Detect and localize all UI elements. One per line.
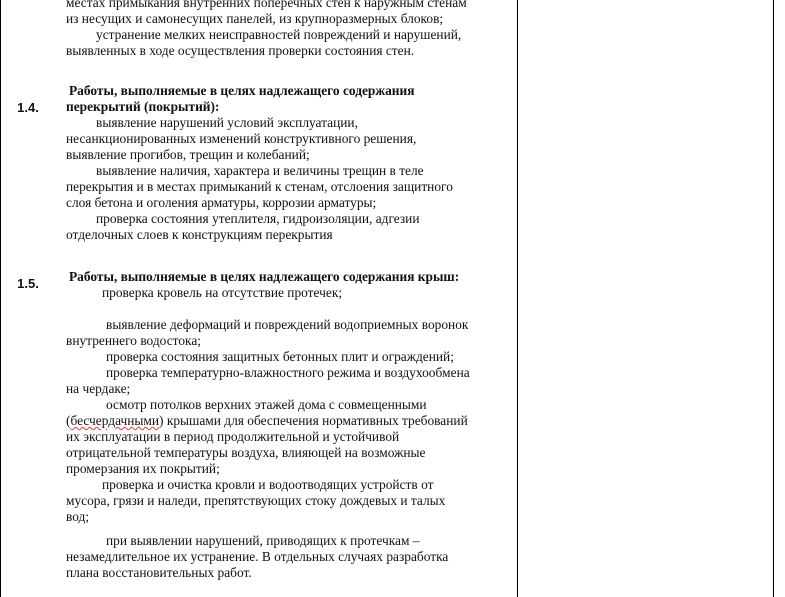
text-line: отделочных слоев к конструкциям перекрытия (66, 227, 333, 242)
section-heading: Работы, выполняемые в целях надлежащего содержания (69, 83, 415, 98)
text-line: проверка и очистка кровли и водоотводящих устройств от (102, 477, 434, 492)
text-line: их эксплуатации в период продолжительной и устойчивой (66, 429, 400, 444)
text-line: выявление деформаций и повреждений водоприемных воронок (106, 317, 469, 332)
text-line: местах примыкания внутренних поперечных стен к наружным стенам (66, 0, 467, 10)
text-line: проверка состояния утеплителя, гидроизоляции, адгезии (96, 211, 420, 226)
row-1-4-text (66, 83, 518, 243)
text-line: перекрытия и в местах примыканий к стенам, отслоения защитного (66, 179, 453, 194)
text-line: проверка кровель на отсутствие протечек; (102, 285, 343, 300)
text-line: незамедлительное их устранение. В отдельных случаях разработка (66, 549, 449, 564)
section-heading: перекрытий (покрытий): (66, 99, 220, 114)
text-line: промерзания их покрытий; (66, 461, 220, 476)
text-line: внутреннего водостока; (66, 333, 201, 348)
text-line-spellcheck: (бесчердачными) крышами для обеспечения нормативных требований (66, 413, 468, 428)
text-line: плана восстановительных работ. (66, 565, 252, 580)
spellcheck-flagged-word: бесчердачными (70, 413, 160, 428)
text-line: устранение мелких неисправностей повреждений и нарушений, (96, 27, 462, 42)
text-line: на чердаке; (66, 381, 131, 396)
row-1-5-text (66, 269, 518, 581)
table-border-left (0, 0, 1, 597)
row-number-1-5: 1.5. (17, 276, 39, 291)
text-line: выявление прогибов, трещин и колебаний; (66, 147, 310, 162)
text-line: из несущих и самонесущих панелей, из крупноразмерных блоков; (66, 11, 444, 26)
text-line: несанкционированных изменений конструктивного решения, (66, 131, 417, 146)
text-line: вод; (66, 509, 90, 524)
section-heading: Работы, выполняемые в целях надлежащего содержания крыш: (69, 269, 460, 284)
text-line: слоя бетона и оголения арматуры, коррозии арматуры; (66, 195, 377, 210)
text-line: выявленных в ходе осуществления проверки состояния стен. (66, 43, 415, 58)
text-line: выявление наличия, характера и величины трещин в теле (96, 163, 424, 178)
text-line: проверка температурно-влажностного режима и воздухообмена (106, 365, 470, 380)
blank-line (66, 525, 518, 533)
text-line: отрицательной температуры воздуха, влияющей на возможные (66, 445, 426, 460)
table-border-right (773, 0, 774, 597)
text-line: проверка состояния защитных бетонных плит и ограждений; (106, 349, 454, 364)
row-continuation-text (66, 0, 518, 59)
text-line: при выявлении нарушений, приводящих к протечкам – (106, 533, 420, 548)
text-line: выявление нарушений условий эксплуатации, (96, 115, 358, 130)
row-number-1-4: 1.4. (17, 100, 39, 115)
blank-line (66, 301, 518, 317)
text-line: мусора, грязи и наледи, препятствующих стоку дождевых и талых (66, 493, 446, 508)
text-line: осмотр потолков верхних этажей дома с совмещенными (106, 397, 427, 412)
